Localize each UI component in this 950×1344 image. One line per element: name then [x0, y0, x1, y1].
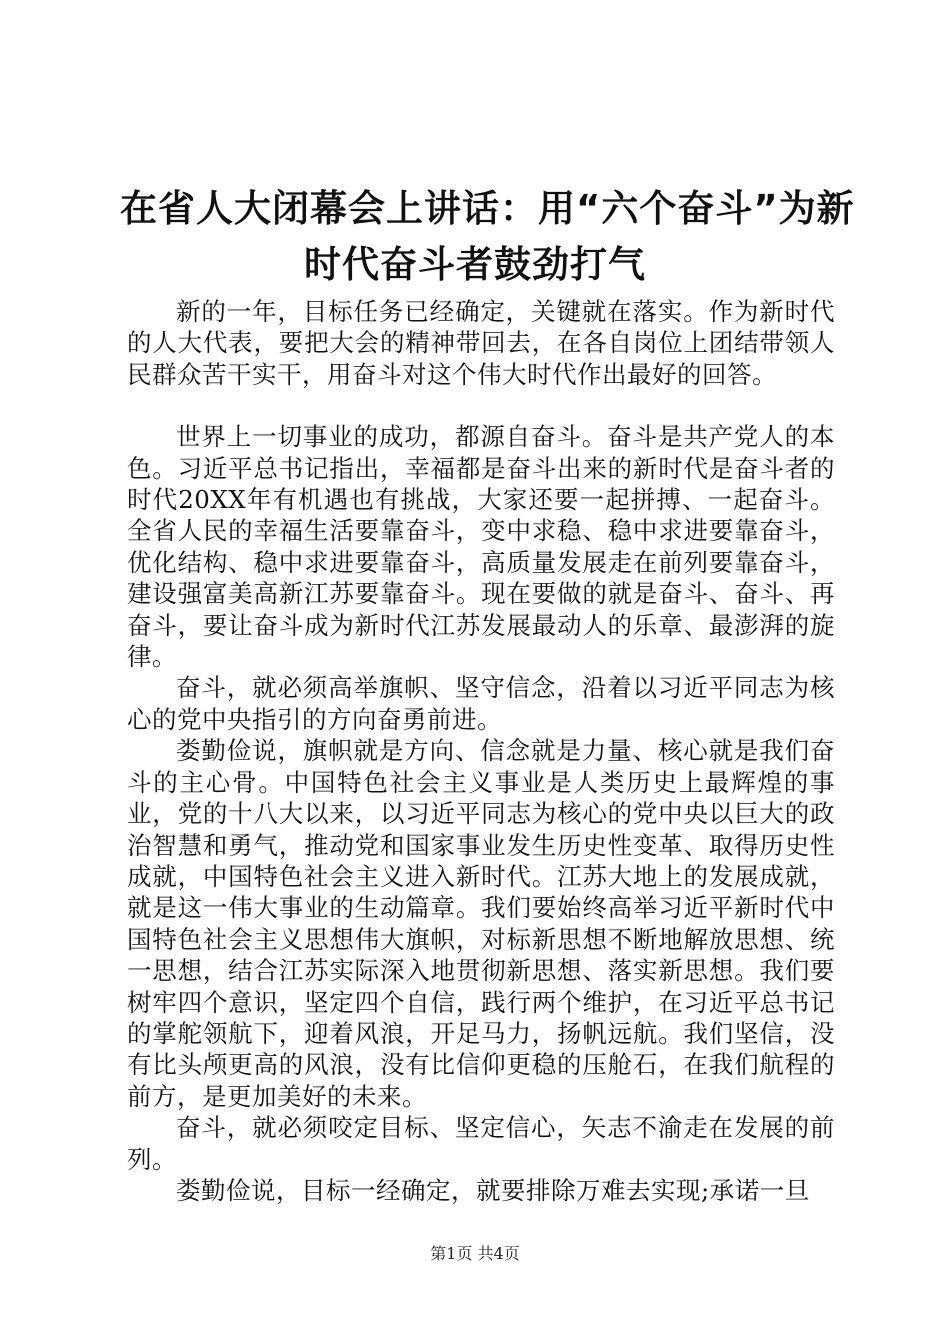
body-paragraph-2: 世界上一切事业的成功，都源自奋斗。奋斗是共产党人的本色。习近平总书记指出，幸福都是奋斗出来的新时代是奋斗者的时代20XX年有机遇也有挑战，大家还要一起拼搏、一起奋斗。全省人民的幸福生活要靠奋斗，变中求稳、稳中求进要靠奋斗，优化结构、稳中求进要靠奋斗，高质量发展走在前列要靠奋斗，建设强富美高新江苏要靠奋斗。现在要做的就是奋斗、奋斗、再奋斗，要让奋斗成为新时代江苏发展最动人的乐章、最澎湃的旋律。 [127, 422, 835, 672]
body-paragraph-1: 新的一年，目标任务已经确定，关键就在落实。作为新时代的人大代表，要把大会的精神带回去，在各自岗位上团结带领人民群众苦干实干，用奋斗对这个伟大时代作出最好的回答。 [127, 297, 835, 389]
document-title-line-2: 时代奋斗者鼓劲打气 [304, 243, 646, 286]
document-title [120, 181, 855, 293]
page-footer: 第1页 共4页 [430, 1244, 520, 1263]
body-paragraph-6: 娄勤俭说，目标一经确定，就要排除万难去实现;承诺一旦 [176, 1175, 810, 1205]
body-paragraph-5: 奋斗，就必须咬定目标、坚定信心，矢志不渝走在发展的前列。 [127, 1113, 835, 1174]
document-body [127, 296, 835, 1206]
body-paragraph-3: 奋斗，就必须高举旗帜、坚守信念，沿着以习近平同志为核心的党中央指引的方向奋勇前进。 [127, 673, 835, 734]
document-title-line-1: 在省人大闭幕会上讲话：用“六个奋斗”为新 [120, 187, 855, 230]
body-paragraph-4: 娄勤俭说，旗帜就是方向、信念就是力量、核心就是我们奋斗的主心骨。中国特色社会主义事业是人类历史上最辉煌的事业，党的十八大以来，以习近平同志为核心的党中央以巨大的政治智慧和勇气，推动党和国家事业发生历史性变革、取得历史性成就，中国特色社会主义进入新时代。江苏大地上的发展成就，就是这一伟大事业的生动篇章。我们要始终高举习近平新时代中国特色社会主义思想伟大旗帜，对标新思想不断地解放思想、统一思想，结合江苏实际深入地贯彻新思想、落实新思想。我们要树牢四个意识，坚定四个自信，践行两个维护，在习近平总书记的掌舵领航下，迎着风浪，开足马力，扬帆远航。我们坚信，没有比头颅更高的风浪，没有比信仰更稳的压舱石，在我们航程的前方，是更加美好的未来。 [127, 736, 835, 1111]
